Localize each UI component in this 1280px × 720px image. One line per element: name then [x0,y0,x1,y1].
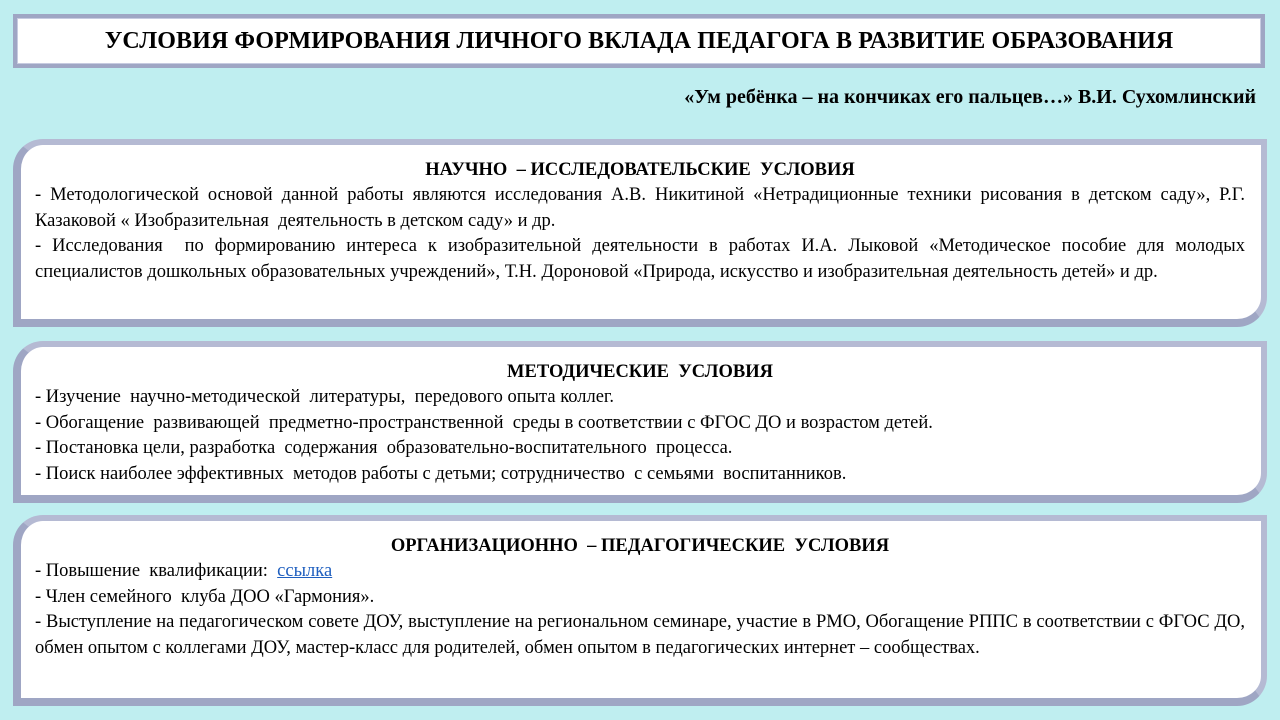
research-conditions-panel [13,139,1267,327]
organizational-conditions-heading: ОРГАНИЗАЦИОННО – ПЕДАГОГИЧЕСКИЕ УСЛОВИЯ [390,536,890,556]
list-item [35,559,1245,585]
qualification-link[interactable]: ссылка [277,561,333,581]
page-title: УСЛОВИЯ ФОРМИРОВАНИЯ ЛИЧНОГО ВКЛАДА ПЕДАГОГА В РАЗВИТИЕ ОБРАЗОВАНИЯ [104,27,1174,54]
methodical-conditions-heading: МЕТОДИЧЕСКИЕ УСЛОВИЯ [507,362,773,382]
list-item: - Поиск наиболее эффективных методов работы с детьми; сотрудничество с семьями воспитанников. [35,464,847,485]
epigraph-quote: «Ум ребёнка – на кончиках его пальцев…» В.И. Сухомлинский [684,86,1256,108]
research-conditions-heading: НАУЧНО – ИССЛЕДОВАТЕЛЬСКИЕ УСЛОВИЯ [425,160,855,180]
list-item: - Выступление на педагогическом совете ДОУ, выступление на региональном семинаре, участие в РМО, Обогащение РППС в соответствии с ФГОС ДО, обмен опытом с коллегами ДОУ, мастер-класс для родителей, обмен опытом в педагогических интернет – сообществах. [35,612,1250,659]
list-item: - Исследования по формированию интереса к изобразительной деятельности в работах И.А. Лыковой «Методическое пособие для молодых специалистов дошкольных образовательных учреждений», Т.Н. Дороновой «Природа, искусство и изобразительная деятельность детей» и др. [35,236,1250,283]
list-item: - Член семейного клуба ДОО «Гармония». [35,586,375,607]
list-item: - Изучение научно-методической литературы, передового опыта коллег. [35,387,615,407]
list-item: - Постановка цели, разработка содержания образовательно-воспитательного процесса. [35,438,733,459]
methodical-conditions-panel [13,341,1267,503]
title-banner [13,14,1265,68]
list-item: - Методологической основой данной работы являются исследования А.В. Никитиной «Нетрадиционные техники рисования в детском саду», Р.Г. Казаковой « Изобразительная деятельность в детском саду» и др. [35,185,1250,231]
qualification-text: - Повышение квалификации: [35,561,278,581]
list-item: - Обогащение развивающей предметно-пространственной среды в соответствии с ФГОС ДО и возрастом детей. [35,412,933,433]
organizational-conditions-panel [13,515,1267,706]
